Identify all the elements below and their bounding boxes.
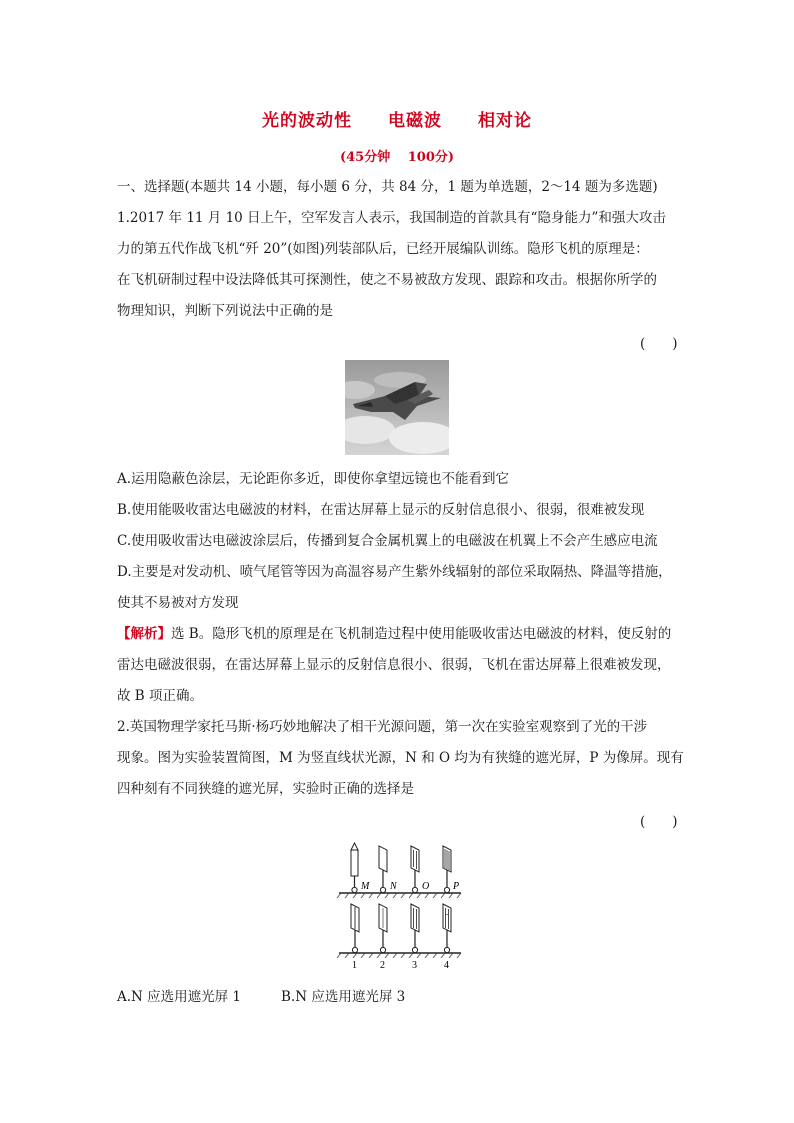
- q2-answer-parens: ( ): [640, 814, 678, 830]
- q1-option-c: C.使用吸收雷达电磁波涂层后，传播到复合金属机翼上的电磁波在机翼上不会产生感应电流: [117, 533, 658, 549]
- q2-line-1: 2.英国物理学家托马斯·杨巧妙地解决了相干光源问题，第一次在实验室观察到了光的干涉: [117, 719, 648, 735]
- q1-analysis-line-2: 雷达电磁波很弱，在雷达屏幕上显示的反射信息很小、很弱，飞机在雷达屏幕上很难被发现，: [117, 657, 671, 673]
- q1-line-4: 物理知识，判断下列说法中正确的是: [117, 303, 333, 319]
- double-slit-apparatus-diagram: [335, 838, 465, 970]
- q1-analysis-line-3: 故 B 项正确。: [117, 688, 204, 704]
- q2-option-b: B.N 应选用遮光屏 3: [281, 989, 406, 1005]
- label-3: 3: [412, 960, 417, 970]
- label-4: 4: [444, 960, 449, 970]
- label-m: M: [361, 881, 370, 892]
- label-n: N: [390, 881, 397, 892]
- q2-line-2: 现象。图为实验装置简图，M 为竖直线状光源，N 和 O 均为有狭缝的遮光屏，P 为像屏。现有: [117, 750, 684, 766]
- analysis-tag: 【解析】: [117, 626, 171, 642]
- q1-option-d: D.主要是对发动机、喷气尾管等因为高温容易产生紫外线辐射的部位采取隔热、降温等措施，: [117, 564, 672, 580]
- q2-line-3: 四种刻有不同狭缝的遮光屏，实验时正确的选择是: [117, 781, 414, 797]
- label-1: 1: [352, 960, 357, 970]
- q1-option-b: B.使用能吸收雷达电磁波的材料，在雷达屏幕上显示的反射信息很小、很弱，很难被发现: [117, 502, 645, 518]
- q1-option-d-cont: 使其不易被对方发现: [117, 595, 239, 611]
- q1-analysis-text: 选 B。隐形飞机的原理是在飞机制造过程中使用能吸收雷达电磁波的材料，使反射的: [171, 626, 672, 642]
- q1-line-1: 1.2017 年 11 月 10 日上午，空军发言人表示，我国制造的首款具有“隐身能力”和强大攻击: [117, 210, 666, 226]
- fighter-jet-image: [345, 360, 449, 455]
- q1-line-3: 在飞机研制过程中设法降低其可探测性，使之不易被敌方发现、跟踪和攻击。根据你所学的: [117, 272, 657, 288]
- q1-option-a: A.运用隐蔽色涂层，无论距你多近，即使你拿望远镜也不能看到它: [117, 471, 510, 487]
- label-2: 2: [380, 960, 385, 970]
- q1-answer-parens: ( ): [640, 336, 678, 352]
- label-p: P: [453, 881, 460, 892]
- light-source-m: [351, 843, 358, 893]
- section-header: 一、选择题(本题共 14 小题，每小题 6 分，共 84 分，1 题为单选题，2～14 题为多选题): [117, 179, 658, 195]
- q2-option-a: A.N 应选用遮光屏 1: [117, 989, 242, 1005]
- q1-line-2: 力的第五代作战飞机“歼 20”(如图)列装部队后，已经开展编队训练。隐形飞机的原理是：: [117, 241, 649, 257]
- exam-duration-score: (45分钟 100分): [339, 150, 455, 165]
- page-title: 光的波动性 电磁波 相对论: [262, 111, 532, 131]
- label-o: O: [422, 881, 430, 892]
- q1-analysis-line-1: [117, 625, 671, 643]
